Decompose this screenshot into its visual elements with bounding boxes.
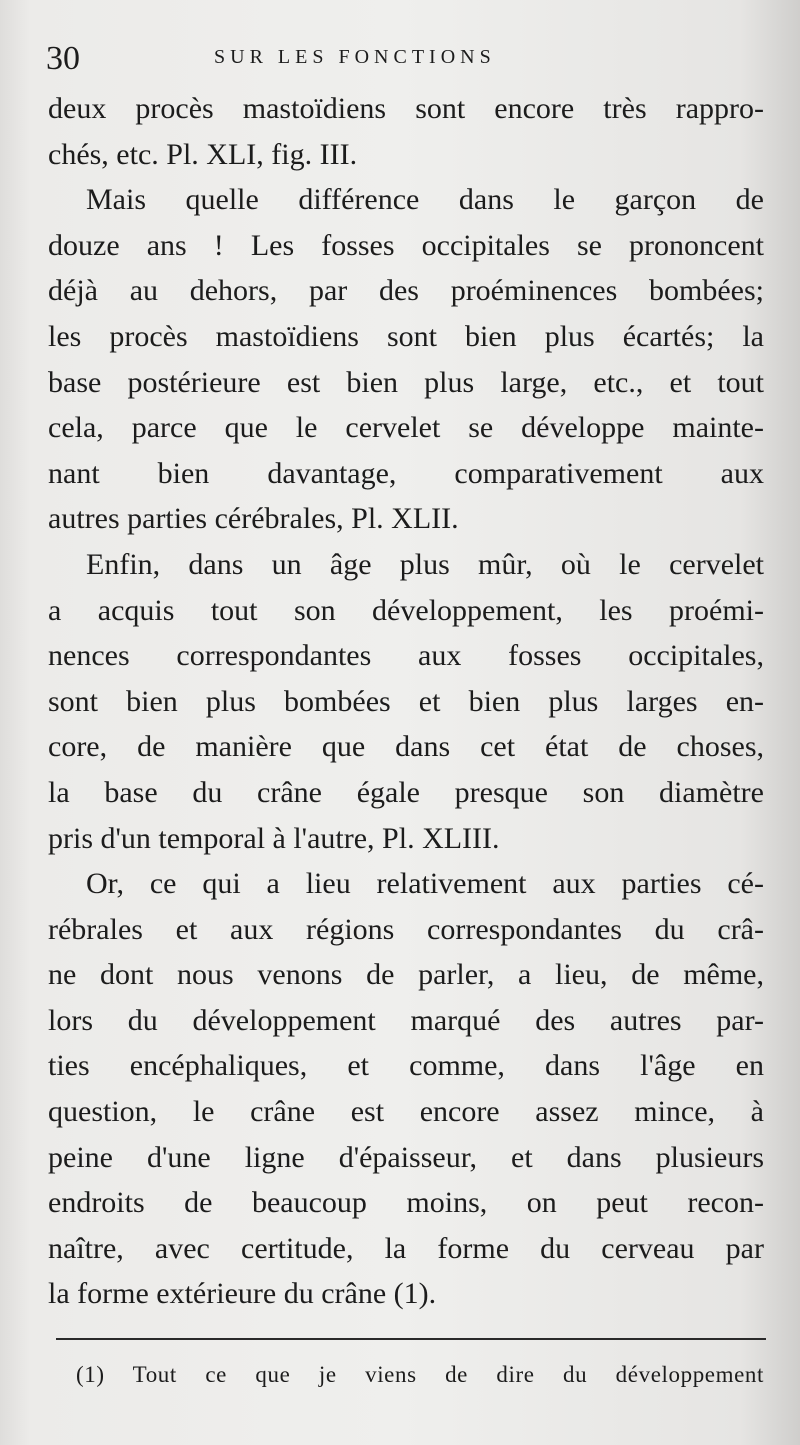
text-line: nant bien davantage, comparativement aux (48, 456, 764, 490)
text-line: autres parties cérébrales, Pl. XLII. (48, 502, 459, 536)
text-line: ne dont nous venons de parler, a lieu, de même, (48, 958, 764, 992)
text-line: deux procès mastoïdiens sont encore très rappro- (48, 92, 764, 125)
paragraph (48, 86, 764, 177)
footnote: (1) Tout ce que je viens de dire du développement (76, 1362, 764, 1387)
paragraph (48, 177, 764, 542)
text-line: nences correspondantes aux fosses occipitales, (48, 639, 764, 673)
paragraph (48, 861, 764, 1317)
body-text (48, 86, 764, 1317)
footnote-rule (56, 1338, 766, 1340)
text-line: core, de manière que dans cet état de choses, (48, 730, 764, 764)
text-line: la forme extérieure du crâne (1). (48, 1277, 437, 1311)
text-line: a acquis tout son développement, les proémi- (48, 593, 764, 627)
text-line: rébrales et aux régions correspondantes du crâ- (48, 912, 764, 946)
text-line: la base du crâne égale presque son diamètre (48, 775, 764, 809)
text-line: base postérieure est bien plus large, etc., et tout (48, 365, 764, 399)
text-line: question, le crâne est encore assez mince, à (48, 1095, 764, 1129)
text-line: douze ans ! Les fosses occipitales se prononcent (48, 228, 764, 262)
running-head: SUR LES FONCTIONS (214, 46, 496, 68)
page-header (46, 40, 766, 80)
text-line: cela, parce que le cervelet se développe mainte- (48, 411, 764, 445)
text-line: Or, ce qui a lieu relativement aux parties cé- (86, 867, 764, 901)
text-line: déjà au dehors, par des proéminences bombées; (48, 274, 764, 308)
text-line: Enfin, dans un âge plus mûr, où le cervelet (86, 547, 764, 581)
text-line: sont bien plus bombées et bien plus larges en- (48, 684, 764, 718)
text-line: chés, etc. Pl. XLI, fig. III. (48, 137, 358, 171)
text-line: lors du développement marqué des autres par- (48, 1003, 764, 1037)
text-line: endroits de beaucoup moins, on peut recon- (48, 1186, 764, 1220)
text-line: les procès mastoïdiens sont bien plus écartés; la (48, 319, 764, 353)
page-number: 30 (46, 40, 80, 77)
text-line: ties encéphaliques, et comme, dans l'âge en (48, 1049, 764, 1083)
text-line: pris d'un temporal à l'autre, Pl. XLIII. (48, 821, 500, 855)
text-line: naître, avec certitude, la forme du cerveau par (48, 1231, 764, 1265)
text-line: peine d'une ligne d'épaisseur, et dans plusieurs (48, 1140, 764, 1174)
paragraph (48, 542, 764, 861)
text-line: Mais quelle différence dans le garçon de (86, 183, 764, 217)
